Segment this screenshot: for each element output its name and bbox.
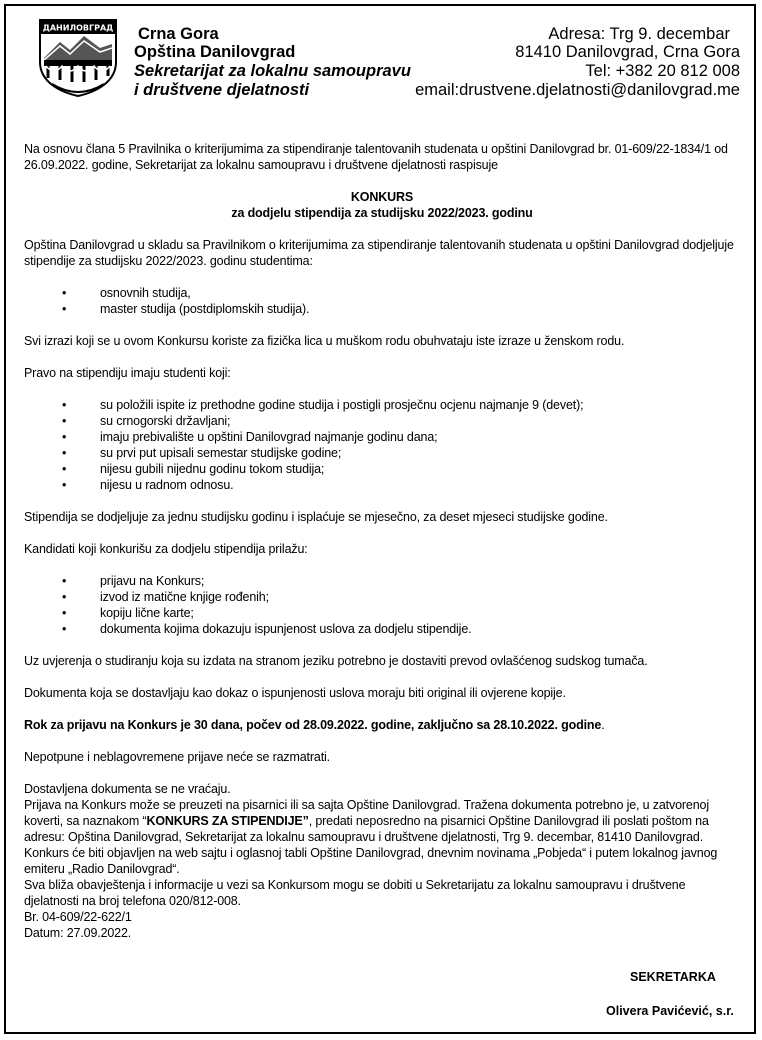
paragraph-translation: Uz uvjerenja o studiranju koja su izdata na stranom jeziku potrebno je dostaviti prevod ovlašćenog sudskog tumača. [24,654,648,668]
list-item: • nijesu u radnom odnosu. [62,478,234,492]
submission-label: KONKURS ZA STIPENDIJE” [146,814,309,828]
list-item: • imaju prebivalište u opštini Danilovgrad najmanje godinu dana; [62,430,438,444]
header-secretariat-2: i društvene djelatnosti [134,81,310,99]
document-title: KONKURS [350,190,414,204]
header-country: Crna Gora [138,25,219,43]
conditions-list [24,397,740,493]
paragraph-documents-heading: Kandidati koji konkurišu za dodjelu stipendija prilažu: [24,542,308,556]
list-item: • izvod iz matične knjige rođenih; [62,590,269,604]
header-city: 81410 Danilovgrad, Crna Gora [515,43,740,61]
paragraph-not-returned: Dostavljena dokumenta se ne vraćaju. [24,782,231,796]
header-secretariat: Sekretarijat za lokalnu samoupravu [134,62,411,80]
header-email[interactable]: email:drustvene.djelatnosti@danilovgrad.me [415,81,740,99]
paragraph-right-heading: Pravo na stipendiju imaju studenti koji: [24,366,231,380]
list-item: • dokumenta kojima dokazuju ispunjenost uslova za dodjelu stipendije. [62,622,472,636]
svg-text:ДАНИЛОВГРАД: ДАНИЛОВГРАД [42,23,114,33]
list-item: • su prvi put upisali semestar studijske godine; [62,446,342,460]
list-item: • osnovnih studija, [62,286,191,300]
list-item: • kopiju lične karte; [62,606,194,620]
paragraph-eligibility: Opština Danilovgrad u skladu sa Pravilnikom o kriterijumima za stipendiranje talentovanih studenata u opštini Danilovgrad dodjeljuje stipendije za studijsku 2022/2023. godinu studentima: [24,238,734,268]
documents-list [24,573,740,637]
municipality-crest [34,14,122,98]
paragraph-publication: Konkurs će biti objavljen na web sajtu i oglasnoj tabli Opštine Danilovgrad, dnevnim novinama „Pobjeda“ i putem lokalnog javnog emiteru „Radio Danilovgrad“. [24,846,718,876]
paragraph-submission: Prijava na Konkurs može se preuzeti na pisarnici ili sa sajta Opštine Danilovgrad. Tražena dokumenta potrebno je, u zatvorenoj koverti, sa naznakom “KONKURS ZA STIPENDIJE”, predati neposredno na pisarnici Opštine Danilovgrad ili poslati poštom na adresu: Opština Danilovgrad, Sekretarijat za lokalnu samoupravu i društvene djelatnosti, Trg 9. decembar, 81410 Danilovgrad. [24,798,709,844]
list-item: • nijesu gubili nijednu godinu tokom studija; [62,462,325,476]
reference-number: Br. 04-609/22-622/1 [24,910,132,924]
paragraph-info: Sva bliža obavještenja i informacije u vezi sa Konkursom mogu se dobiti u Sekretarijatu za lokalnu samoupravu i društvene djelatnosti na broj telefona 020/812-008. [24,878,686,908]
list-item: • master studija (postdiplomskih studija). [62,302,310,316]
header-address: Adresa: Trg 9. decembar [548,25,730,43]
paragraph-gender: Svi izrazi koji se u ovom Konkursu koriste za fizička lica u muškom rodu obuhvataju iste izraze u ženskom rodu. [24,334,625,348]
signature-name: Olivera Pavićević, s.r. [606,1004,734,1018]
deadline-text: Rok za prijavu na Konkurs je 30 dana, počev od 28.09.2022. godine, zaključno sa 28.10.2022. godine [24,718,602,732]
paragraph-originals: Dokumenta koja se dostavljaju kao dokaz o ispunjenosti uslova moraju biti original ili ovjerene kopije. [24,686,566,700]
document-date: Datum: 27.09.2022. [24,926,132,940]
header-phone: Tel: +382 20 812 008 [585,62,740,80]
list-item: • su položili ispite iz prethodne godine studija i postigli prosječnu ocjenu najmanje 9 (devet); [62,398,584,412]
paragraph-payment: Stipendija se dodjeljuje za jednu studijsku godinu i isplaćuje se mjesečno, za deset mjeseci studijske godine. [24,510,608,524]
study-levels-list [24,285,740,317]
paragraph-deadline: Rok za prijavu na Konkurs je 30 dana, počev od 28.09.2022. godine, zaključno sa 28.10.2022. godine. [24,718,605,732]
document-body [24,141,740,941]
list-item: • su crnogorski državljani; [62,414,231,428]
document-subtitle: za dodjelu stipendija za studijsku 2022/2023. godinu [231,206,533,220]
list-item: • prijavu na Konkurs; [62,574,205,588]
intro-paragraph: Na osnovu člana 5 Pravilnika o kriterijumima za stipendiranje talentovanih studenata u opštini Danilovgrad br. 01-609/22-1834/1 od 26.09.2022. godine, Sekretarijat za lokalnu samoupravu i društvene djelatnosti raspisuje [24,142,728,172]
signature-title: SEKRETARKA [630,970,716,984]
header-municipality: Opština Danilovgrad [134,43,296,61]
paragraph-incomplete: Nepotpune i neblagovremene prijave neće se razmatrati. [24,750,330,764]
